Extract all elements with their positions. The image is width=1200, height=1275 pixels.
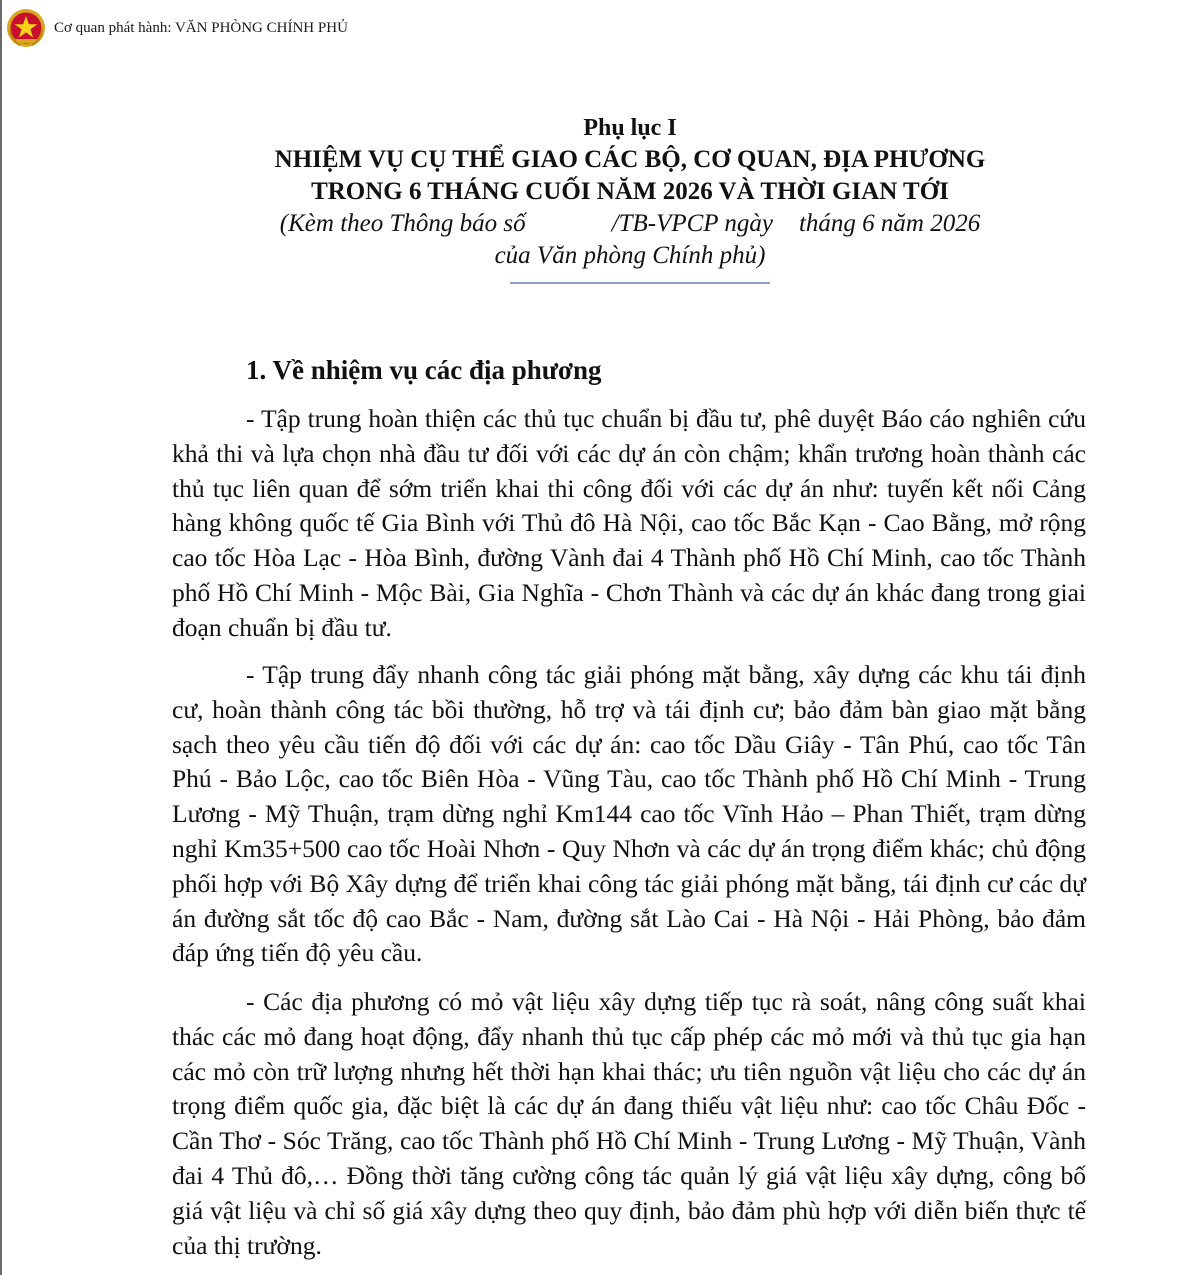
- title-line-2: TRONG 6 THÁNG CUỐI NĂM 2026 VÀ THỜI GIAN TỚI: [311, 178, 949, 205]
- section-heading: 1. Về nhiệm vụ các địa phương: [246, 355, 602, 385]
- document-header: [6, 8, 348, 48]
- title-underline: [510, 282, 770, 284]
- appendix-title-block: [130, 112, 1130, 272]
- title-line-1: NHIỆM VỤ CỤ THỂ GIAO CÁC BỘ, CƠ QUAN, ĐỊA PHƯƠNG: [274, 146, 986, 173]
- national-emblem-icon: [6, 8, 46, 48]
- paragraph-1: - Tập trung hoàn thiện các thủ tục chuẩn bị đầu tư, phê duyệt Báo cáo nghiên cứu khả thi và lựa chọn nhà đầu tư đối với các dự án còn chậm; khẩn trương hoàn thành các thủ tục liên quan để sớm triển khai thi công đối với các dự án như: tuyến kết nối Cảng hàng không quốc tế Gia Bình với Thủ đô Hà Nội, cao tốc Bắc Kạn - Cao Bằng, mở rộng cao tốc Hòa Lạc - Hòa Bình, đường Vành đai 4 Thành phố Hồ Chí Minh, cao tốc Thành phố Hồ Chí Minh - Mộc Bài, Gia Nghĩa - Chơn Thành và các dự án khác đang trong giai đoạn chuẩn bị đầu tư.: [172, 404, 1086, 642]
- appendix-label: Phụ lục I: [583, 115, 677, 141]
- attachment-part-a: (Kèm theo Thông báo số: [279, 210, 526, 237]
- attachment-line-2: của Văn phòng Chính phủ): [494, 242, 766, 269]
- paragraph-2: - Tập trung đẩy nhanh công tác giải phóng mặt bằng, xây dựng các khu tái định cư, hoàn thành công tác bồi thường, hỗ trợ và tái định cư; bảo đảm bàn giao mặt bằng sạch theo yêu cầu tiến độ đối với các dự án: cao tốc Dầu Giây - Tân Phú, cao tốc Tân Phú - Bảo Lộc, cao tốc Biên Hòa - Vũng Tàu, cao tốc Thành phố Hồ Chí Minh - Trung Lương - Mỹ Thuận, trạm dừng nghỉ Km144 cao tốc Vĩnh Hảo – Phan Thiết, trạm dừng nghỉ Km35+500 cao tốc Hoài Nhơn - Quy Nhơn và các dự án trọng điểm khác; chủ động phối hợp với Bộ Xây dựng để triển khai công tác giải phóng mặt bằng, tái định cư các dự án đường sắt tốc độ cao Bắc - Nam, đường sắt Lào Cai - Hà Nội - Hải Phòng, bảo đảm đáp ứng tiến độ yêu cầu.: [172, 660, 1086, 968]
- page-left-border: [0, 0, 2, 1275]
- issuer-label: Cơ quan phát hành: VĂN PHÒNG CHÍNH PHỦ: [54, 19, 348, 36]
- paragraph-3: - Các địa phương có mỏ vật liệu xây dựng tiếp tục rà soát, nâng công suất khai thác các mỏ đang hoạt động, đẩy nhanh thủ tục cấp phép các mỏ mới và thủ tục gia hạn các mỏ còn trữ lượng nhưng hết thời hạn khai thác; ưu tiên nguồn vật liệu cho các dự án trọng điểm quốc gia, đặc biệt là các dự án đang thiếu vật liệu như: cao tốc Châu Đốc - Cần Thơ - Sóc Trăng, cao tốc Thành phố Hồ Chí Minh - Trung Lương - Mỹ Thuận, Vành đai 4 Thủ đô,… Đồng thời tăng cường công tác quản lý giá vật liệu xây dựng, công bố giá vật liệu và chỉ số giá xây dựng theo quy định, bảo đảm phù hợp với diễn biến thực tế của thị trường.: [172, 987, 1086, 1260]
- attachment-part-c: tháng 6 năm 2026: [798, 210, 981, 237]
- attachment-line-1: [130, 208, 1130, 240]
- attachment-part-b: /TB-VPCP ngày: [611, 210, 773, 237]
